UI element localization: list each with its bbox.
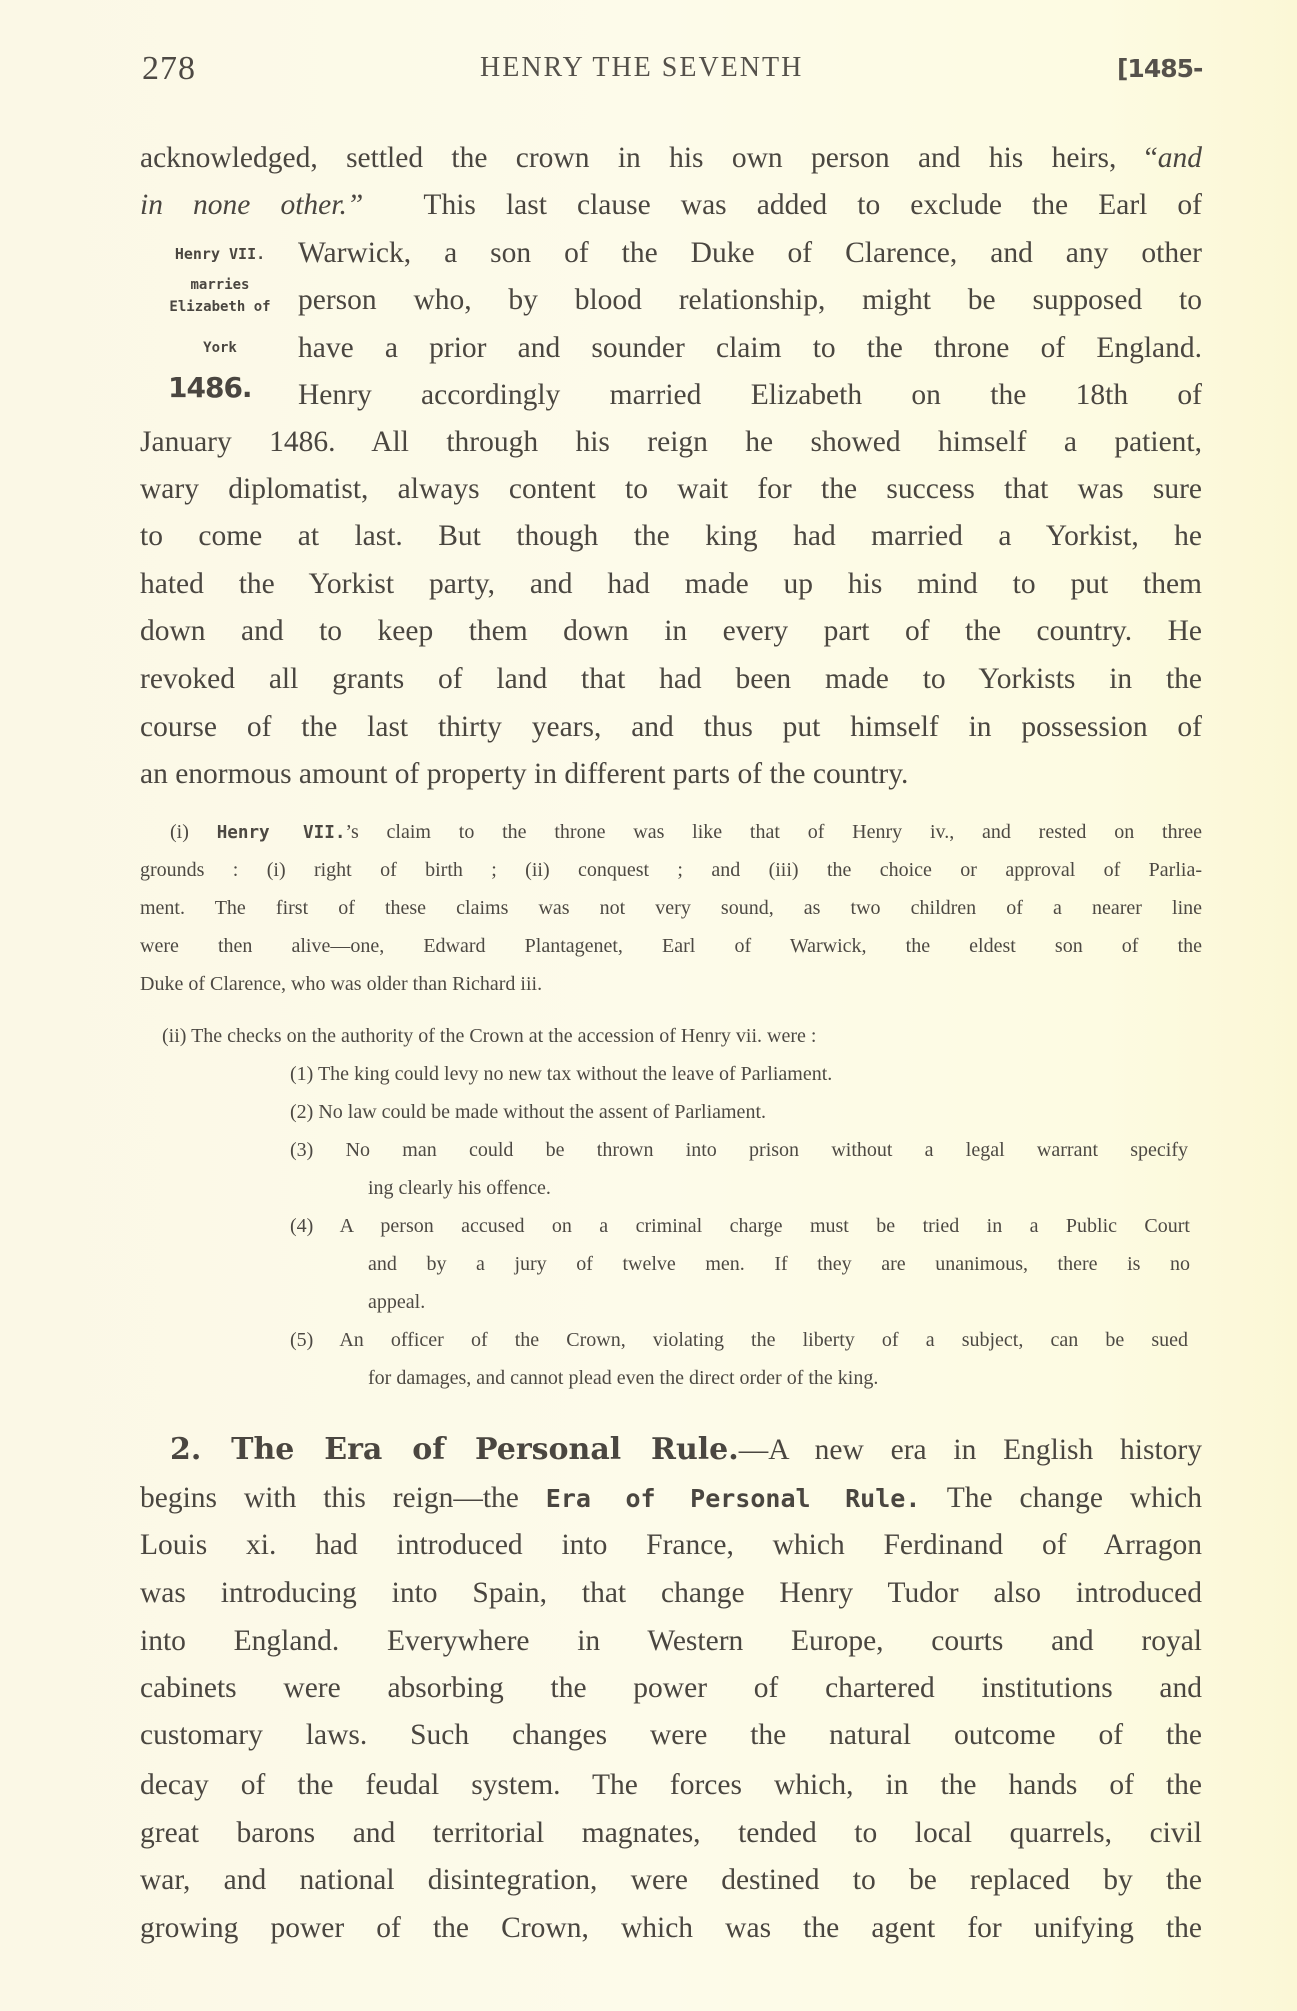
body-line: to come at last. But though the king had married a Yorkist, he [140, 520, 1202, 552]
list-item [290, 1212, 1190, 1240]
body-line: have a prior and sounder claim to the throne of England. [298, 332, 1202, 364]
footnote-line: (ii) The checks on the authority of the Crown at the accession of Henry vii. were : [162, 1025, 817, 1047]
list-item-continuation: appeal. [368, 1291, 426, 1313]
list-item [290, 1098, 766, 1126]
body-line: Louis xi. had introduced into France, which Ferdinand of Arragon [140, 1529, 1202, 1561]
body-line: war, and national disintegration, were destined to be replaced by the [140, 1864, 1202, 1896]
text-span: No man could be thrown into prison without a legal warrant specify [345, 1139, 1189, 1161]
list-item [290, 1136, 1188, 1164]
item-number: (4) [290, 1215, 314, 1237]
margin-date: 1486. [168, 371, 252, 404]
text-span: The change which [920, 1482, 1202, 1514]
margin-note-line: Elizabeth of [169, 299, 271, 315]
section-heading-line [170, 1432, 1202, 1468]
page-number: 278 [142, 50, 196, 87]
item-number: (3) [290, 1139, 314, 1161]
body-line: great barons and territorial magnates, tended to local quarrels, civil [140, 1817, 1202, 1849]
text-span: This last clause was added to exclude the Earl of [423, 189, 1203, 221]
italic-text: and [1157, 142, 1202, 174]
item-number: (2) [290, 1101, 314, 1123]
footnote-label: (i) [170, 821, 189, 843]
body-line: cabinets were absorbing the power of chartered institutions and [140, 1672, 1202, 1704]
body-line: decay of the feudal system. The forces which, in the hands of the [140, 1769, 1202, 1801]
body-line: was introducing into Spain, that change Henry Tudor also introduced [140, 1577, 1202, 1609]
body-line [140, 187, 1202, 223]
body-line: down and to keep them down in every part of the country. He [140, 615, 1202, 647]
text-span: acknowledged, settled the crown in his own person and his heirs, “ [140, 142, 1158, 174]
body-line: January 1486. All through his reign he showed himself a patient, [140, 426, 1202, 458]
body-line: growing power of the Crown, which was the agent for unifying the [140, 1912, 1202, 1944]
text-span: The king could levy no new tax without the leave of Parliament. [317, 1063, 833, 1085]
text-span: begins with this reign—the [140, 1482, 546, 1514]
footnote-line: Duke of Clarence, who was older than Richard iii. [140, 973, 543, 995]
body-line: course of the last thirty years, and thus put himself in possession of [140, 711, 1202, 743]
body-line: wary diplomatist, always content to wait for the success that was sure [140, 473, 1202, 505]
header-date-range: [1485- [1117, 54, 1203, 83]
margin-note-line: York [203, 340, 237, 356]
list-item-continuation: for damages, and cannot plead even the direct order of the king. [368, 1367, 879, 1389]
margin-note-line: Henry VII. [174, 245, 266, 263]
list-item [290, 1326, 1188, 1354]
body-line: Warwick, a son of the Duke of Clarence, and any other [298, 237, 1202, 269]
text-span: A person accused on a criminal charge must be tried in a Public Court [339, 1215, 1190, 1237]
bold-term: Era of Personal Rule. [545, 1484, 921, 1513]
text-span: —A new era in English history [738, 1434, 1202, 1466]
body-line: an enormous amount of property in different parts of the country. [140, 758, 909, 790]
text-span: ’s claim to the throne was like that of Henry iv., and rested on three [345, 821, 1202, 843]
body-line: hated the Yorkist party, and had made up his mind to put them [140, 568, 1202, 600]
footnote-line [170, 818, 1202, 846]
item-number: (5) [290, 1329, 314, 1351]
body-line [140, 1480, 1202, 1516]
list-item-continuation: and by a jury of twelve men. If they are unanimous, there is no [368, 1253, 1190, 1275]
section-heading: 2. The Era of Personal Rule. [170, 1432, 739, 1467]
item-number: (1) [290, 1063, 314, 1085]
text-span: An officer of the Crown, violating the liberty of a subject, can be sued [339, 1329, 1188, 1351]
list-item-continuation: ing clearly his offence. [368, 1177, 551, 1199]
italic-text: in none other.” [140, 189, 364, 221]
list-item [290, 1060, 832, 1088]
body-line: revoked all grants of land that had been made to Yorkists in the [140, 663, 1202, 695]
body-line: person who, by blood relationship, might be supposed to [298, 284, 1202, 316]
footnote-line: grounds : (i) right of birth ; (ii) conquest ; and (iii) the choice or approval of Parlia- [140, 859, 1202, 881]
body-line: into England. Everywhere in Western Europe, courts and royal [140, 1625, 1202, 1657]
text-span: No law could be made without the assent of Parliament. [318, 1101, 766, 1123]
bold-name: Henry VII. [216, 823, 346, 843]
body-line: customary laws. Such changes were the natural outcome of the [140, 1719, 1202, 1751]
body-line: Henry accordingly married Elizabeth on the 18th of [298, 379, 1202, 411]
running-title: HENRY THE SEVENTH [480, 52, 804, 83]
margin-note-line: marries [190, 277, 250, 293]
footnote-line: were then alive—one, Edward Plantagenet, Earl of Warwick, the eldest son of the [140, 935, 1202, 957]
footnote-line: ment. The first of these claims was not very sound, as two children of a nearer line [140, 897, 1202, 919]
body-line [140, 140, 1202, 176]
